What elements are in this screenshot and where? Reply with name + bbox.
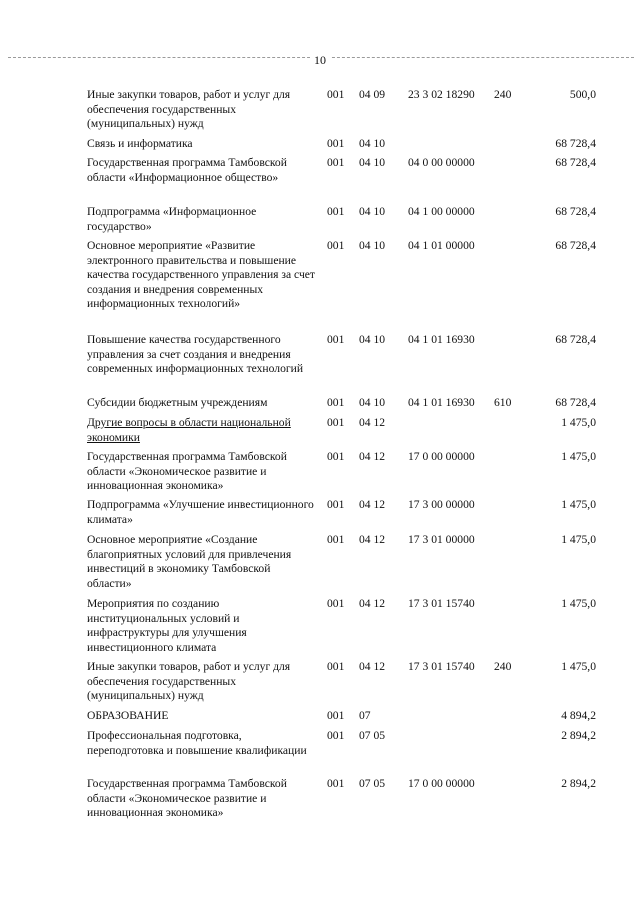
row-section: 04 12 (359, 450, 386, 463)
row-sum: 500,0 (569, 88, 596, 101)
row-target-article: 04 1 01 00000 (408, 239, 475, 252)
row-name: Повышение качества государственного управления за счет создания и внедрения современных информационных технологий (87, 333, 304, 376)
row-target-article: 17 3 01 15740 (408, 597, 475, 610)
row-section: 04 10 (359, 205, 386, 218)
row-sum: 1 475,0 (561, 416, 596, 429)
row-name: Основное мероприятие «Развитие электронного правительства и повышение качества государственного управления за счет создания и внедрения современных информационных технологий» (87, 239, 315, 311)
row-ved: 001 (327, 660, 345, 673)
row-sum: 68 728,4 (555, 333, 596, 346)
row-sum: 1 475,0 (561, 450, 596, 463)
row-section: 04 10 (359, 137, 386, 150)
row-ved: 001 (327, 396, 345, 409)
row-sum: 1 475,0 (561, 660, 596, 673)
row-section: 07 (359, 709, 371, 722)
row-name: Иные закупки товаров, работ и услуг для обеспечения государственных (муниципальных) нужд (87, 660, 291, 703)
row-ved: 001 (327, 498, 345, 511)
row-target-article: 17 3 01 15740 (408, 660, 475, 673)
row-target-article: 04 0 00 00000 (408, 156, 475, 169)
row-name: Подпрограмма «Улучшение инвестиционного климата» (87, 498, 314, 526)
row-sum: 68 728,4 (555, 205, 596, 218)
row-section: 04 12 (359, 498, 386, 511)
row-name: Другие вопросы в области национальной экономики (87, 416, 291, 444)
row-sum: 1 475,0 (561, 597, 596, 610)
row-target-article: 17 0 00 00000 (408, 777, 475, 790)
row-expense-type: 240 (494, 88, 512, 101)
row-name: Связь и информатика (87, 137, 193, 150)
row-target-article: 04 1 01 16930 (408, 396, 475, 409)
row-name: Иные закупки товаров, работ и услуг для обеспечения государственных (муниципальных) нужд (87, 88, 291, 131)
row-ved: 001 (327, 597, 345, 610)
row-sum: 2 894,2 (561, 777, 596, 790)
row-section: 07 05 (359, 777, 386, 790)
row-sum: 68 728,4 (555, 137, 596, 150)
row-ved: 001 (327, 88, 345, 101)
row-name: Мероприятия по созданию институциональных условий и инфраструктуры для улучшения инвестиционного климата (87, 597, 247, 654)
row-section: 07 05 (359, 729, 386, 742)
row-target-article: 17 3 00 00000 (408, 498, 475, 511)
row-section: 04 12 (359, 416, 386, 429)
row-target-article: 23 3 02 18290 (408, 88, 475, 101)
row-name: ОБРАЗОВАНИЕ (87, 709, 169, 722)
row-sum: 68 728,4 (555, 156, 596, 169)
row-ved: 001 (327, 416, 345, 429)
row-target-article: 04 1 01 16930 (408, 333, 475, 346)
row-name: Государственная программа Тамбовской области «Информационное общество» (87, 156, 287, 184)
row-section: 04 12 (359, 660, 386, 673)
row-target-article: 17 3 01 00000 (408, 533, 475, 546)
row-sum: 4 894,2 (561, 709, 596, 722)
row-section: 04 12 (359, 597, 386, 610)
row-ved: 001 (327, 729, 345, 742)
row-name: Профессиональная подготовка, переподготовка и повышение квалификации (87, 729, 307, 757)
page-number (0, 53, 640, 68)
row-ved: 001 (327, 709, 345, 722)
row-sum: 1 475,0 (561, 498, 596, 511)
row-name: Подпрограмма «Информационное государство» (87, 205, 257, 233)
row-section: 04 12 (359, 533, 386, 546)
row-section: 04 10 (359, 239, 386, 252)
row-sum: 68 728,4 (555, 396, 596, 409)
row-name: Государственная программа Тамбовской области «Экономическое развитие и инновационная экономика» (87, 450, 287, 493)
row-ved: 001 (327, 777, 345, 790)
row-ved: 001 (327, 533, 345, 546)
row-expense-type: 240 (494, 660, 512, 673)
row-sum: 1 475,0 (561, 533, 596, 546)
row-ved: 001 (327, 205, 345, 218)
row-name: Государственная программа Тамбовской области «Экономическое развитие и инновационная экономика» (87, 777, 287, 820)
row-section: 04 10 (359, 156, 386, 169)
row-ved: 001 (327, 156, 345, 169)
row-target-article: 04 1 00 00000 (408, 205, 475, 218)
row-ved: 001 (327, 137, 345, 150)
row-ved: 001 (327, 333, 345, 346)
row-sum: 68 728,4 (555, 239, 596, 252)
row-section: 04 10 (359, 396, 386, 409)
row-section: 04 09 (359, 88, 386, 101)
row-ved: 001 (327, 239, 345, 252)
row-expense-type: 610 (494, 396, 512, 409)
page-number-text: 10 (310, 53, 330, 67)
row-target-article: 17 0 00 00000 (408, 450, 475, 463)
row-name: Субсидии бюджетным учреждениям (87, 396, 268, 409)
row-sum: 2 894,2 (561, 729, 596, 742)
row-ved: 001 (327, 450, 345, 463)
row-section: 04 10 (359, 333, 386, 346)
row-name: Основное мероприятие «Создание благоприятных условий для привлечения инвестиций в экономику Тамбовской области» (87, 533, 292, 590)
